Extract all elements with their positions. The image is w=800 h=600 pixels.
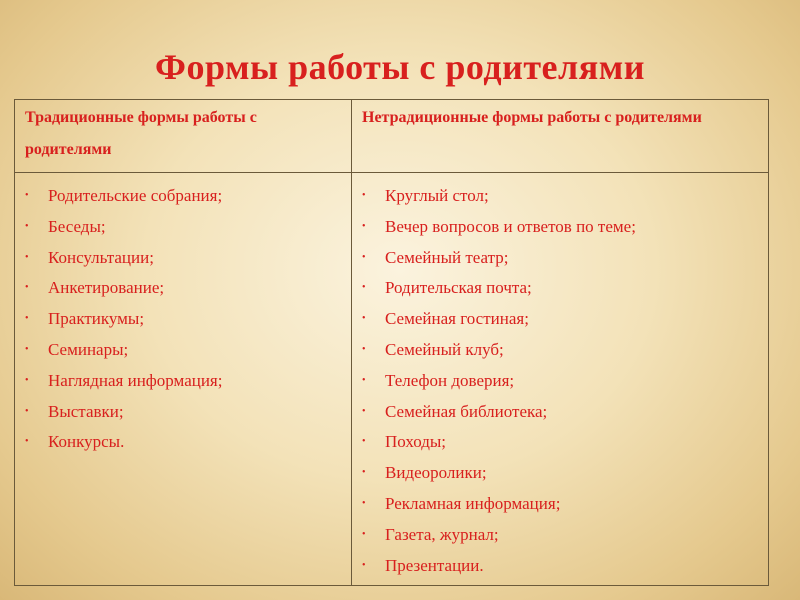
traditional-list-item xyxy=(23,366,345,397)
traditional-item-label: Выставки; xyxy=(48,401,124,421)
bullet-icon: • xyxy=(362,528,366,540)
bullet-icon: • xyxy=(362,282,366,294)
traditional-list-item xyxy=(23,273,345,304)
nontraditional-item-label: Родительская почта; xyxy=(385,278,532,298)
bullet-icon: • xyxy=(362,497,366,509)
traditional-item-label: Практикумы; xyxy=(48,309,145,329)
nontraditional-list-item xyxy=(360,243,762,274)
nontraditional-list-item xyxy=(360,427,762,458)
bullet-icon: • xyxy=(25,436,29,448)
header-traditional: Традиционные формы работы с родителями xyxy=(15,100,352,173)
nontraditional-list-item xyxy=(360,551,762,582)
bullet-icon: • xyxy=(362,343,366,355)
bullet-icon: • xyxy=(25,220,29,232)
bullet-icon: • xyxy=(25,190,29,201)
traditional-item-label: Конкурсы. xyxy=(48,432,125,452)
bullet-icon: • xyxy=(25,251,29,263)
bullet-icon: • xyxy=(362,559,366,571)
nontraditional-item-label: Семейный клуб; xyxy=(385,339,504,359)
nontraditional-list-item xyxy=(360,273,762,304)
nontraditional-list-item xyxy=(360,489,762,520)
traditional-item-label: Консультации; xyxy=(48,247,154,267)
traditional-item-label: Беседы; xyxy=(48,216,106,236)
bullet-icon: • xyxy=(25,313,29,325)
bullet-icon: • xyxy=(25,374,29,386)
nontraditional-item-label: Семейный театр; xyxy=(385,247,509,267)
nontraditional-list-item xyxy=(360,520,762,551)
traditional-list-item xyxy=(23,181,345,212)
traditional-list xyxy=(23,181,345,458)
bullet-icon: • xyxy=(362,313,366,325)
nontraditional-list-item xyxy=(360,366,762,397)
nontraditional-item-label: Телефон доверия; xyxy=(385,370,515,390)
traditional-item-label: Родительские собрания; xyxy=(48,186,223,205)
traditional-list-item xyxy=(23,427,345,458)
nontraditional-item-label: Рекламная информация; xyxy=(385,493,561,513)
nontraditional-list-item xyxy=(360,181,762,212)
nontraditional-list-item xyxy=(360,335,762,366)
traditional-list-item xyxy=(23,243,345,274)
bullet-icon: • xyxy=(362,190,366,201)
traditional-list-item xyxy=(23,304,345,335)
table-body-row xyxy=(15,173,769,586)
traditional-item-label: Семинары; xyxy=(48,339,129,359)
traditional-cell xyxy=(15,173,352,586)
bullet-icon: • xyxy=(25,343,29,355)
bullet-icon: • xyxy=(362,467,366,479)
nontraditional-list xyxy=(360,181,762,581)
nontraditional-list-item xyxy=(360,212,762,243)
bullet-icon: • xyxy=(362,374,366,386)
forms-table xyxy=(14,99,769,586)
bullet-icon: • xyxy=(362,436,366,448)
table-header-row xyxy=(15,100,769,173)
header-nontraditional: Нетрадиционные формы работы с родителями xyxy=(352,100,769,173)
bullet-icon: • xyxy=(362,220,366,232)
bullet-icon: • xyxy=(362,251,366,263)
nontraditional-list-item xyxy=(360,397,762,428)
nontraditional-list-item xyxy=(360,458,762,489)
traditional-list-item xyxy=(23,335,345,366)
nontraditional-cell xyxy=(352,173,769,586)
nontraditional-item-label: Семейная библиотека; xyxy=(385,401,548,421)
bullet-icon: • xyxy=(25,282,29,294)
nontraditional-item-label: Презентации. xyxy=(385,555,484,575)
slide-title: Формы работы с родителями xyxy=(155,47,645,87)
bullet-icon: • xyxy=(362,405,366,417)
bullet-icon: • xyxy=(25,405,29,417)
nontraditional-item-label: Походы; xyxy=(385,432,447,452)
traditional-item-label: Наглядная информация; xyxy=(48,370,223,390)
nontraditional-item-label: Вечер вопросов и ответов по теме; xyxy=(385,216,636,236)
traditional-list-item xyxy=(23,212,345,243)
nontraditional-list-item xyxy=(360,304,762,335)
traditional-item-label: Анкетирование; xyxy=(48,278,165,298)
nontraditional-item-label: Видеоролики; xyxy=(385,463,487,483)
nontraditional-item-label: Газета, журнал; xyxy=(385,524,499,544)
traditional-list-item xyxy=(23,397,345,428)
nontraditional-item-label: Семейная гостиная; xyxy=(385,309,529,329)
nontraditional-item-label: Круглый стол; xyxy=(385,186,489,205)
